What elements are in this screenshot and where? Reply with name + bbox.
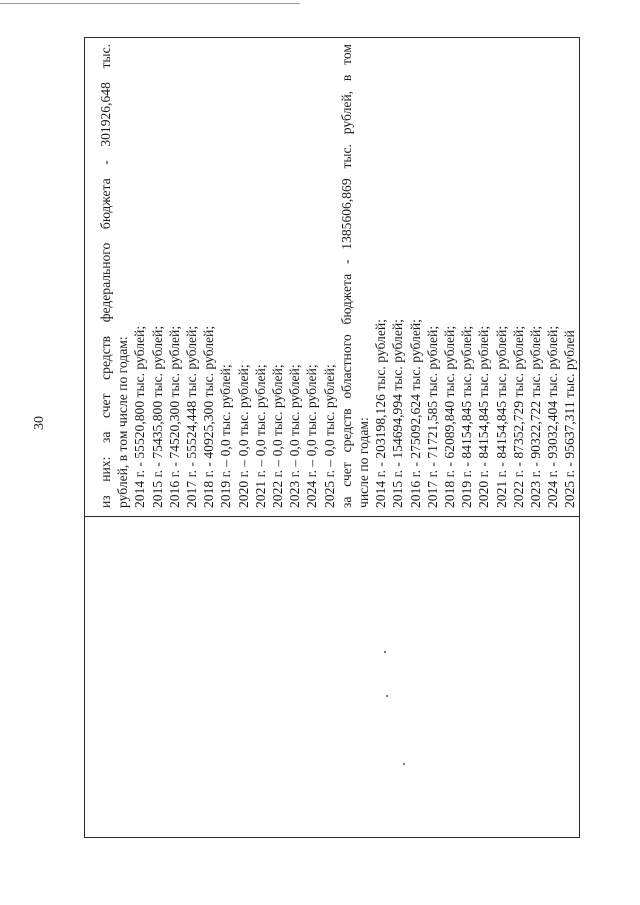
regional-heading-line2: числе по годам: xyxy=(356,417,372,508)
regional-year-line: 2016 г. - 275092,624 тыс. рублей; xyxy=(407,319,423,508)
federal-year-line: 2020 г. – 0,0 тыс. рублей; xyxy=(235,364,251,508)
regional-year-line: 2019 г. - 84154,845 тыс. рублей; xyxy=(459,325,475,508)
federal-year-line: 2024 г. – 0,0 тыс. рублей; xyxy=(304,364,320,508)
federal-year-line: 2016 г. - 74520,300 тыс. рублей; xyxy=(166,325,182,508)
federal-year-line: 2023 г. – 0,0 тыс. рублей; xyxy=(287,364,303,508)
federal-year-line: 2025 г. – 0,0 тыс. рублей; xyxy=(321,364,337,508)
regional-year-line: 2021 г. - 84154,845 тыс. рублей; xyxy=(493,325,509,508)
federal-year-line: 2017 г. - 55524,448 тыс. рублей; xyxy=(184,325,200,508)
federal-year-line: 2019 г. – 0,0 тыс. рублей; xyxy=(218,364,234,508)
regional-year-line: 2024 г. - 93032,404 тыс. рублей; xyxy=(545,325,561,508)
page-number: 30 xyxy=(32,416,47,430)
regional-year-line: 2023 г. - 90322,722 тыс. рублей; xyxy=(528,325,544,508)
regional-year-line: 2018 г. - 62089,840 тыс. рублей; xyxy=(442,325,458,508)
federal-year-line: 2015 г. - 75435,800 тыс. рублей; xyxy=(149,325,165,508)
regional-heading-line1: за счет средств областного бюджета - 1385606,869 тыс. рублей, в том xyxy=(338,44,354,508)
scan-speck xyxy=(386,695,388,697)
scan-speck xyxy=(384,651,386,653)
regional-year-line: 2025 г. - 95637,311 тыс. рублей xyxy=(562,330,578,508)
regional-year-line: 2014 г. - 203198,126 тыс. рублей; xyxy=(373,319,389,508)
funding-text-cell xyxy=(85,38,581,516)
federal-year-line: 2021 г. – 0,0 тыс. рублей; xyxy=(252,364,268,508)
regional-year-line: 2017 г. - 71721,585 тыс. рублей; xyxy=(424,325,440,508)
regional-year-line: 2015 г. - 154694,994 тыс. рублей; xyxy=(390,319,406,508)
table-row-divider xyxy=(85,516,579,517)
regional-year-line: 2020 г. - 84154,845 тыс. рублей; xyxy=(476,325,492,508)
regional-year-line: 2022 г. - 87352,729 тыс. рублей; xyxy=(510,325,526,508)
federal-heading-line2: рублей, в том числе по годам: xyxy=(115,336,131,508)
scan-top-rule xyxy=(0,3,300,4)
scan-speck xyxy=(403,763,405,765)
federal-year-line: 2014 г. - 55520,800 тыс. рублей; xyxy=(132,325,148,508)
funding-table xyxy=(84,37,580,838)
federal-year-line: 2018 г. - 40925,300 тыс. рублей; xyxy=(201,325,217,508)
federal-year-line: 2022 г. – 0,0 тыс. рублей; xyxy=(270,364,286,508)
federal-heading-line1: из них: за счет средств федерального бюджета - 301926,648 тыс. xyxy=(98,44,113,508)
